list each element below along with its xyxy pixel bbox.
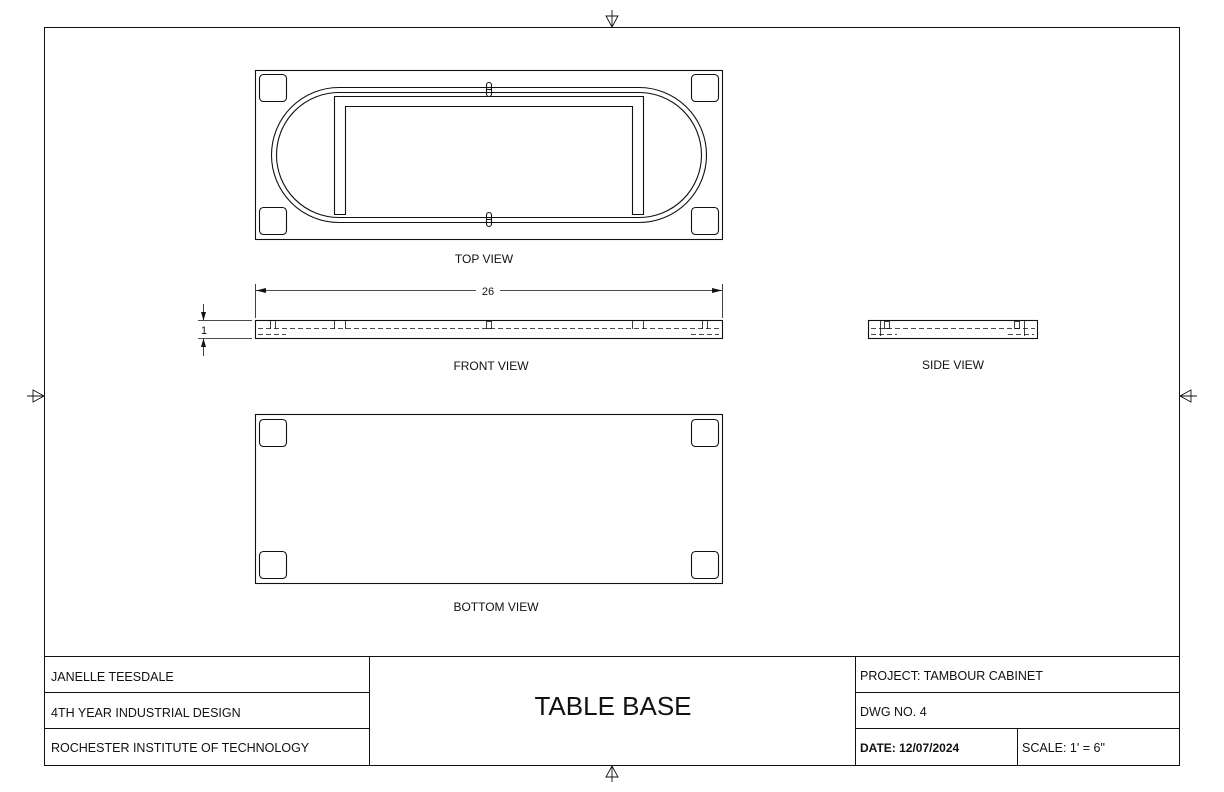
centering-mark-left [27, 390, 44, 402]
drawing-number: DWG NO. 4 [860, 705, 927, 719]
front-view-drawing [256, 321, 723, 339]
top-view-pad [260, 208, 287, 235]
project-name: PROJECT: TAMBOUR CABINET [860, 669, 1043, 683]
top-view-track-inner [277, 93, 702, 218]
top-view-track-outer [272, 88, 707, 223]
top-view-frame [335, 97, 644, 215]
top-view-pad [260, 75, 287, 102]
drawing-date: DATE: 12/07/2024 [860, 741, 960, 755]
drawing-scale: SCALE: 1' = 6" [1022, 741, 1105, 755]
top-view-pad [692, 75, 719, 102]
dimension-length-value: 26 [481, 286, 495, 298]
bottom-view-pad [260, 420, 287, 447]
side-view-label: SIDE VIEW [921, 358, 985, 372]
top-view-outline [256, 71, 723, 240]
designer-name: JANELLE TEESDALE [51, 670, 174, 684]
bottom-view-label: BOTTOM VIEW [453, 600, 539, 614]
centering-mark-top [606, 10, 618, 27]
dimension-height-value: 1 [200, 325, 208, 337]
bottom-view-pad [260, 552, 287, 579]
sheet-border [45, 28, 1180, 766]
centering-mark-right [1180, 390, 1197, 402]
top-view-pad [692, 208, 719, 235]
side-view-drawing [869, 321, 1038, 339]
side-view-outline [869, 321, 1038, 339]
drawing-title: TABLE BASE [534, 691, 692, 721]
top-view-drawing [256, 71, 723, 240]
bottom-view-drawing [256, 415, 723, 584]
bottom-view-outline [256, 415, 723, 584]
bottom-view-pad [692, 552, 719, 579]
program-name: 4TH YEAR INDUSTRIAL DESIGN [51, 706, 241, 720]
front-view-outline [256, 321, 723, 339]
institution-name: ROCHESTER INSTITUTE OF TECHNOLOGY [51, 741, 310, 755]
bottom-view-pad [692, 420, 719, 447]
front-view-label: FRONT VIEW [453, 359, 529, 373]
top-view-label: TOP VIEW [454, 252, 514, 266]
centering-mark-bottom [606, 765, 618, 782]
